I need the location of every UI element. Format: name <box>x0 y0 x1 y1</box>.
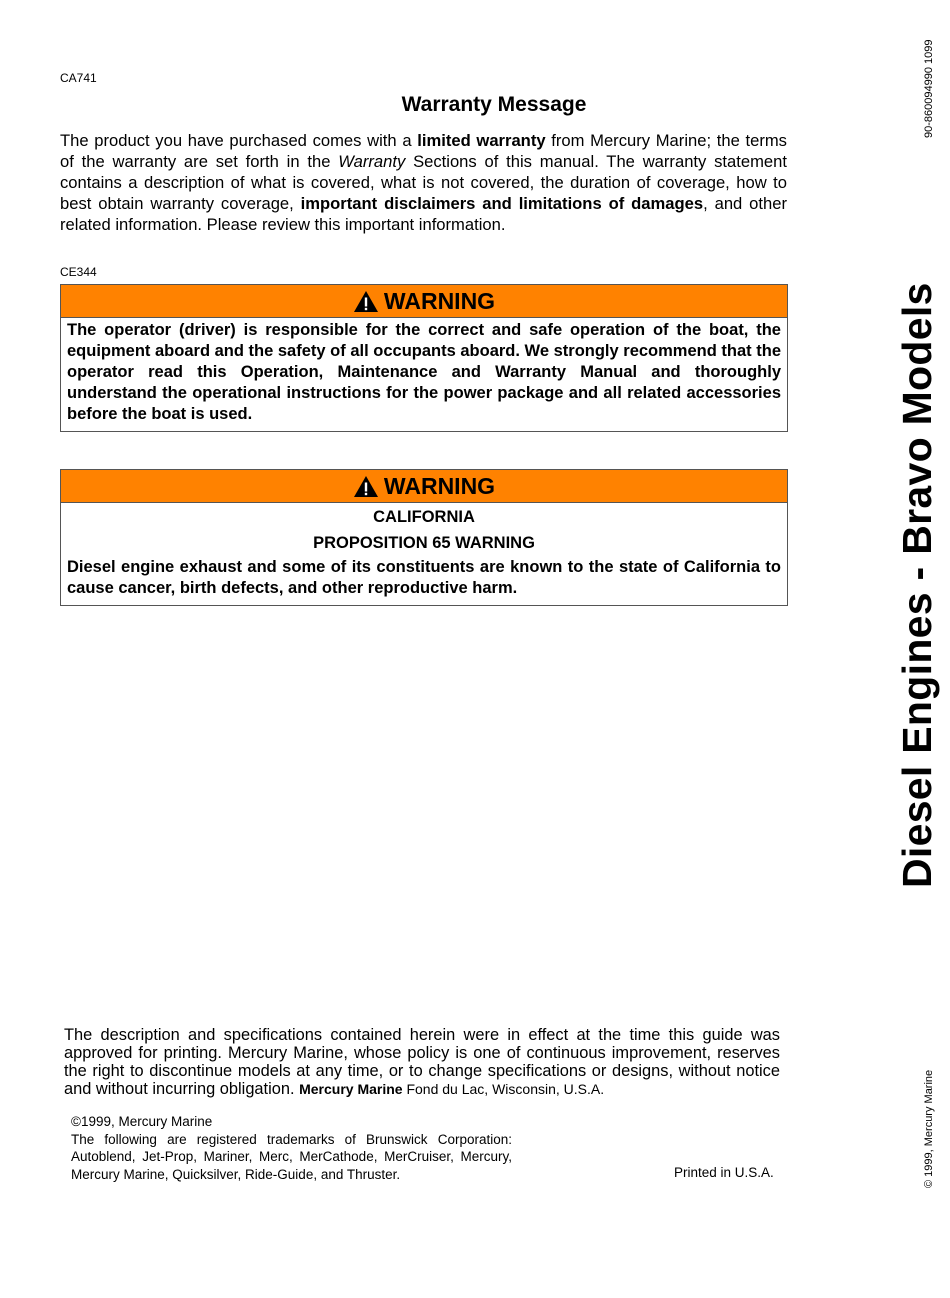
warning-triangle-icon <box>353 290 379 313</box>
warning-body-operator: The operator (driver) is responsible for the correct and safe operation of the boat, the equipment aboard and the safety of all occupants aboard. We strongly recommend that the operator read this Operation, Maintenance and Warranty Manual and thoroughly understand the operational instructions for the power package and all related accessories before the boat is used. <box>67 321 781 423</box>
warning-box-prop65 <box>60 469 788 606</box>
intro-paragraph <box>60 130 787 235</box>
intro-italic-warranty: Warranty <box>338 152 406 171</box>
warning-header <box>61 285 787 318</box>
trademark-notice <box>71 1113 512 1183</box>
warning-heading: WARNING <box>383 472 496 499</box>
printed-in-usa: Printed in U.S.A. <box>674 1165 774 1180</box>
warning-body-prop65: Diesel engine exhaust and some of its constituents are known to the state of California to cause cancer, birth defects, and other reproductive harm. <box>67 558 781 597</box>
company-location: Fond du Lac, Wisconsin, U.S.A. <box>402 1081 605 1097</box>
intro-bold-disclaimers: important disclaimers and limitations of damages <box>300 194 704 213</box>
warning-header <box>61 470 787 503</box>
spine-title <box>886 39 948 888</box>
copyright-line: ©1999, Mercury Marine <box>71 1114 213 1129</box>
warning-prop65-line: PROPOSITION 65 WARNING <box>313 534 535 552</box>
warning-box-operator <box>60 284 788 432</box>
specifications-disclaimer <box>64 1026 780 1098</box>
warning-triangle-icon <box>353 475 379 498</box>
trademarks-text: The following are registered trademarks of Brunswick Corporation: Autoblend, Jet-Prop, Mariner, Merc, MerCathode, MerCruiser, Mercury, Mercury Marine, Quicksilver, Ride-Guide, and Thruster. <box>71 1131 512 1182</box>
intro-text-1: The product you have purchased comes with a <box>60 131 418 150</box>
spine-copyright-vertical: © 1999, Mercury Marine <box>923 1069 935 1188</box>
spine-title-text: Diesel Engines - Bravo Models <box>894 282 940 888</box>
page-title: Warranty Message <box>401 93 587 116</box>
intro-text-3: Sections of this manual. The warranty statement contains a description of what is covered, what is not covered, the duration of coverage, how to best obtain warranty coverage, <box>60 152 787 213</box>
doc-code-ca741: CA741 <box>60 71 97 85</box>
intro-text-4: , and other related information. Please review this important information. <box>60 194 787 234</box>
warning-california-line: CALIFORNIA <box>373 508 475 526</box>
company-name: Mercury Marine <box>299 1081 403 1097</box>
disclaimer-text: The description and specifications contained herein were in effect at the time this guide was approved for printing. Mercury Marine, whose policy is one of continuous improvement, reserves the right to discontinue models at any time, or to change specifications or designs, without notice and without incurring obligation. <box>64 1026 780 1098</box>
intro-bold-limited-warranty: limited warranty <box>417 131 546 150</box>
warning-heading: WARNING <box>383 287 496 314</box>
doc-code-ce344: CE344 <box>60 265 97 279</box>
intro-text-2: from Mercury Marine; the terms of the warranty are set forth in the <box>60 131 787 171</box>
part-number-vertical: 90-860094990 1099 <box>923 39 935 138</box>
